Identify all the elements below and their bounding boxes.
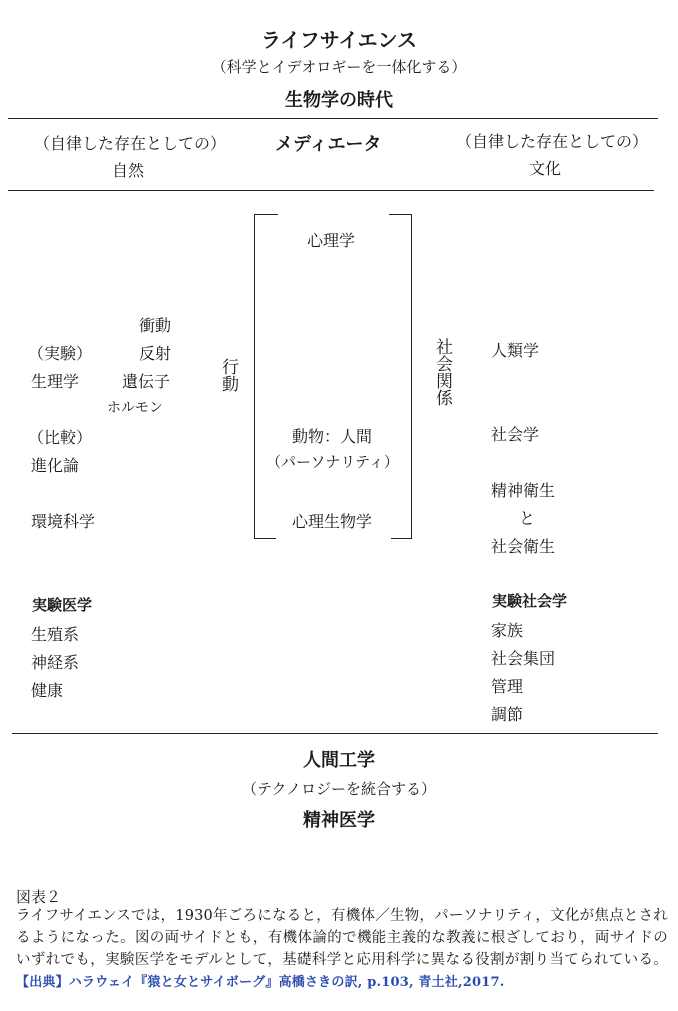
right-social-group: 社会集団 bbox=[491, 649, 556, 668]
left-experiment: （実験） bbox=[28, 344, 93, 363]
right-management: 管理 bbox=[491, 677, 524, 696]
human-engineering-note: （テクノロジーを統合する） bbox=[241, 780, 437, 798]
bracket-top-left bbox=[254, 214, 278, 215]
left-drive: 衝動 bbox=[139, 316, 172, 335]
box-psychobiology: 心理生物学 bbox=[292, 512, 373, 531]
right-column-label: 文化 bbox=[529, 159, 562, 178]
right-anthropology: 人類学 bbox=[491, 341, 540, 360]
left-gene: 遺伝子 bbox=[122, 372, 171, 391]
right-social-hygiene: 社会衛生 bbox=[491, 537, 556, 556]
bracket-bottom-left bbox=[254, 538, 276, 539]
footer-rule bbox=[12, 733, 658, 734]
box-animal-human: 動物：人間 bbox=[292, 427, 373, 446]
left-column-note: （自律した存在としての） bbox=[34, 134, 227, 153]
right-experimental-sociology: 実験社会学 bbox=[492, 592, 568, 610]
top-rule bbox=[8, 118, 658, 119]
bracket-left-side bbox=[254, 214, 255, 538]
figure-label: 図表２ bbox=[16, 888, 62, 906]
caption-source: 【出典】ハラウェイ『猿と女とサイボーグ』高橋さきの訳, p.103, 青土社,2017. bbox=[16, 975, 505, 990]
box-personality: （パーソナリティ） bbox=[266, 453, 399, 471]
left-nervous: 神経系 bbox=[31, 653, 80, 672]
bracket-right-side bbox=[411, 214, 412, 538]
left-health: 健康 bbox=[31, 681, 64, 700]
left-comparison: （比較） bbox=[28, 428, 93, 447]
header-rule bbox=[8, 190, 654, 191]
left-evolution: 進化論 bbox=[31, 456, 80, 475]
left-experimental-medicine: 実験医学 bbox=[32, 596, 93, 614]
right-family: 家族 bbox=[491, 621, 524, 640]
psychiatry-heading: 精神医学 bbox=[303, 810, 375, 831]
diagram-subtitle: （科学とイデオロギーを一体化する） bbox=[211, 58, 467, 76]
figure-caption bbox=[16, 905, 668, 994]
box-psychology: 心理学 bbox=[307, 231, 356, 250]
right-and: と bbox=[519, 509, 536, 528]
left-reproductive: 生殖系 bbox=[31, 625, 80, 644]
bracket-bottom-right bbox=[391, 538, 412, 539]
right-mental-hygiene: 精神衛生 bbox=[491, 481, 556, 500]
bracket-top-right bbox=[389, 214, 411, 215]
caption-text: ライフサイエンスでは，1930年ごろになると，有機体／生物，パーソナリティ，文化が焦点とされるようになった。図の両サイドとも，有機体論的で機能主義的な教義に根ざしており，両サイドのいずれでも，実験医学をモデルとして，基礎科学と応用科学に異なる役割が割り当てられている。 bbox=[16, 908, 668, 968]
right-column-note: （自律した存在としての） bbox=[456, 132, 649, 151]
left-reflex: 反射 bbox=[139, 344, 172, 363]
behavior-vertical-label: 行動 bbox=[218, 358, 238, 392]
center-column-label: メディエータ bbox=[275, 134, 382, 155]
left-environment: 環境科学 bbox=[31, 512, 96, 531]
human-engineering-heading: 人間工学 bbox=[303, 750, 375, 771]
right-regulation: 調節 bbox=[491, 705, 524, 724]
diagram-title: ライフサイエンス bbox=[261, 28, 417, 52]
left-hormone: ホルモン bbox=[107, 400, 163, 416]
social-relations-vertical-label: 社会関係 bbox=[432, 338, 452, 406]
left-column-label: 自然 bbox=[112, 161, 145, 180]
era-heading: 生物学の時代 bbox=[285, 90, 393, 111]
left-physiology: 生理学 bbox=[31, 372, 80, 391]
right-sociology: 社会学 bbox=[491, 425, 540, 444]
